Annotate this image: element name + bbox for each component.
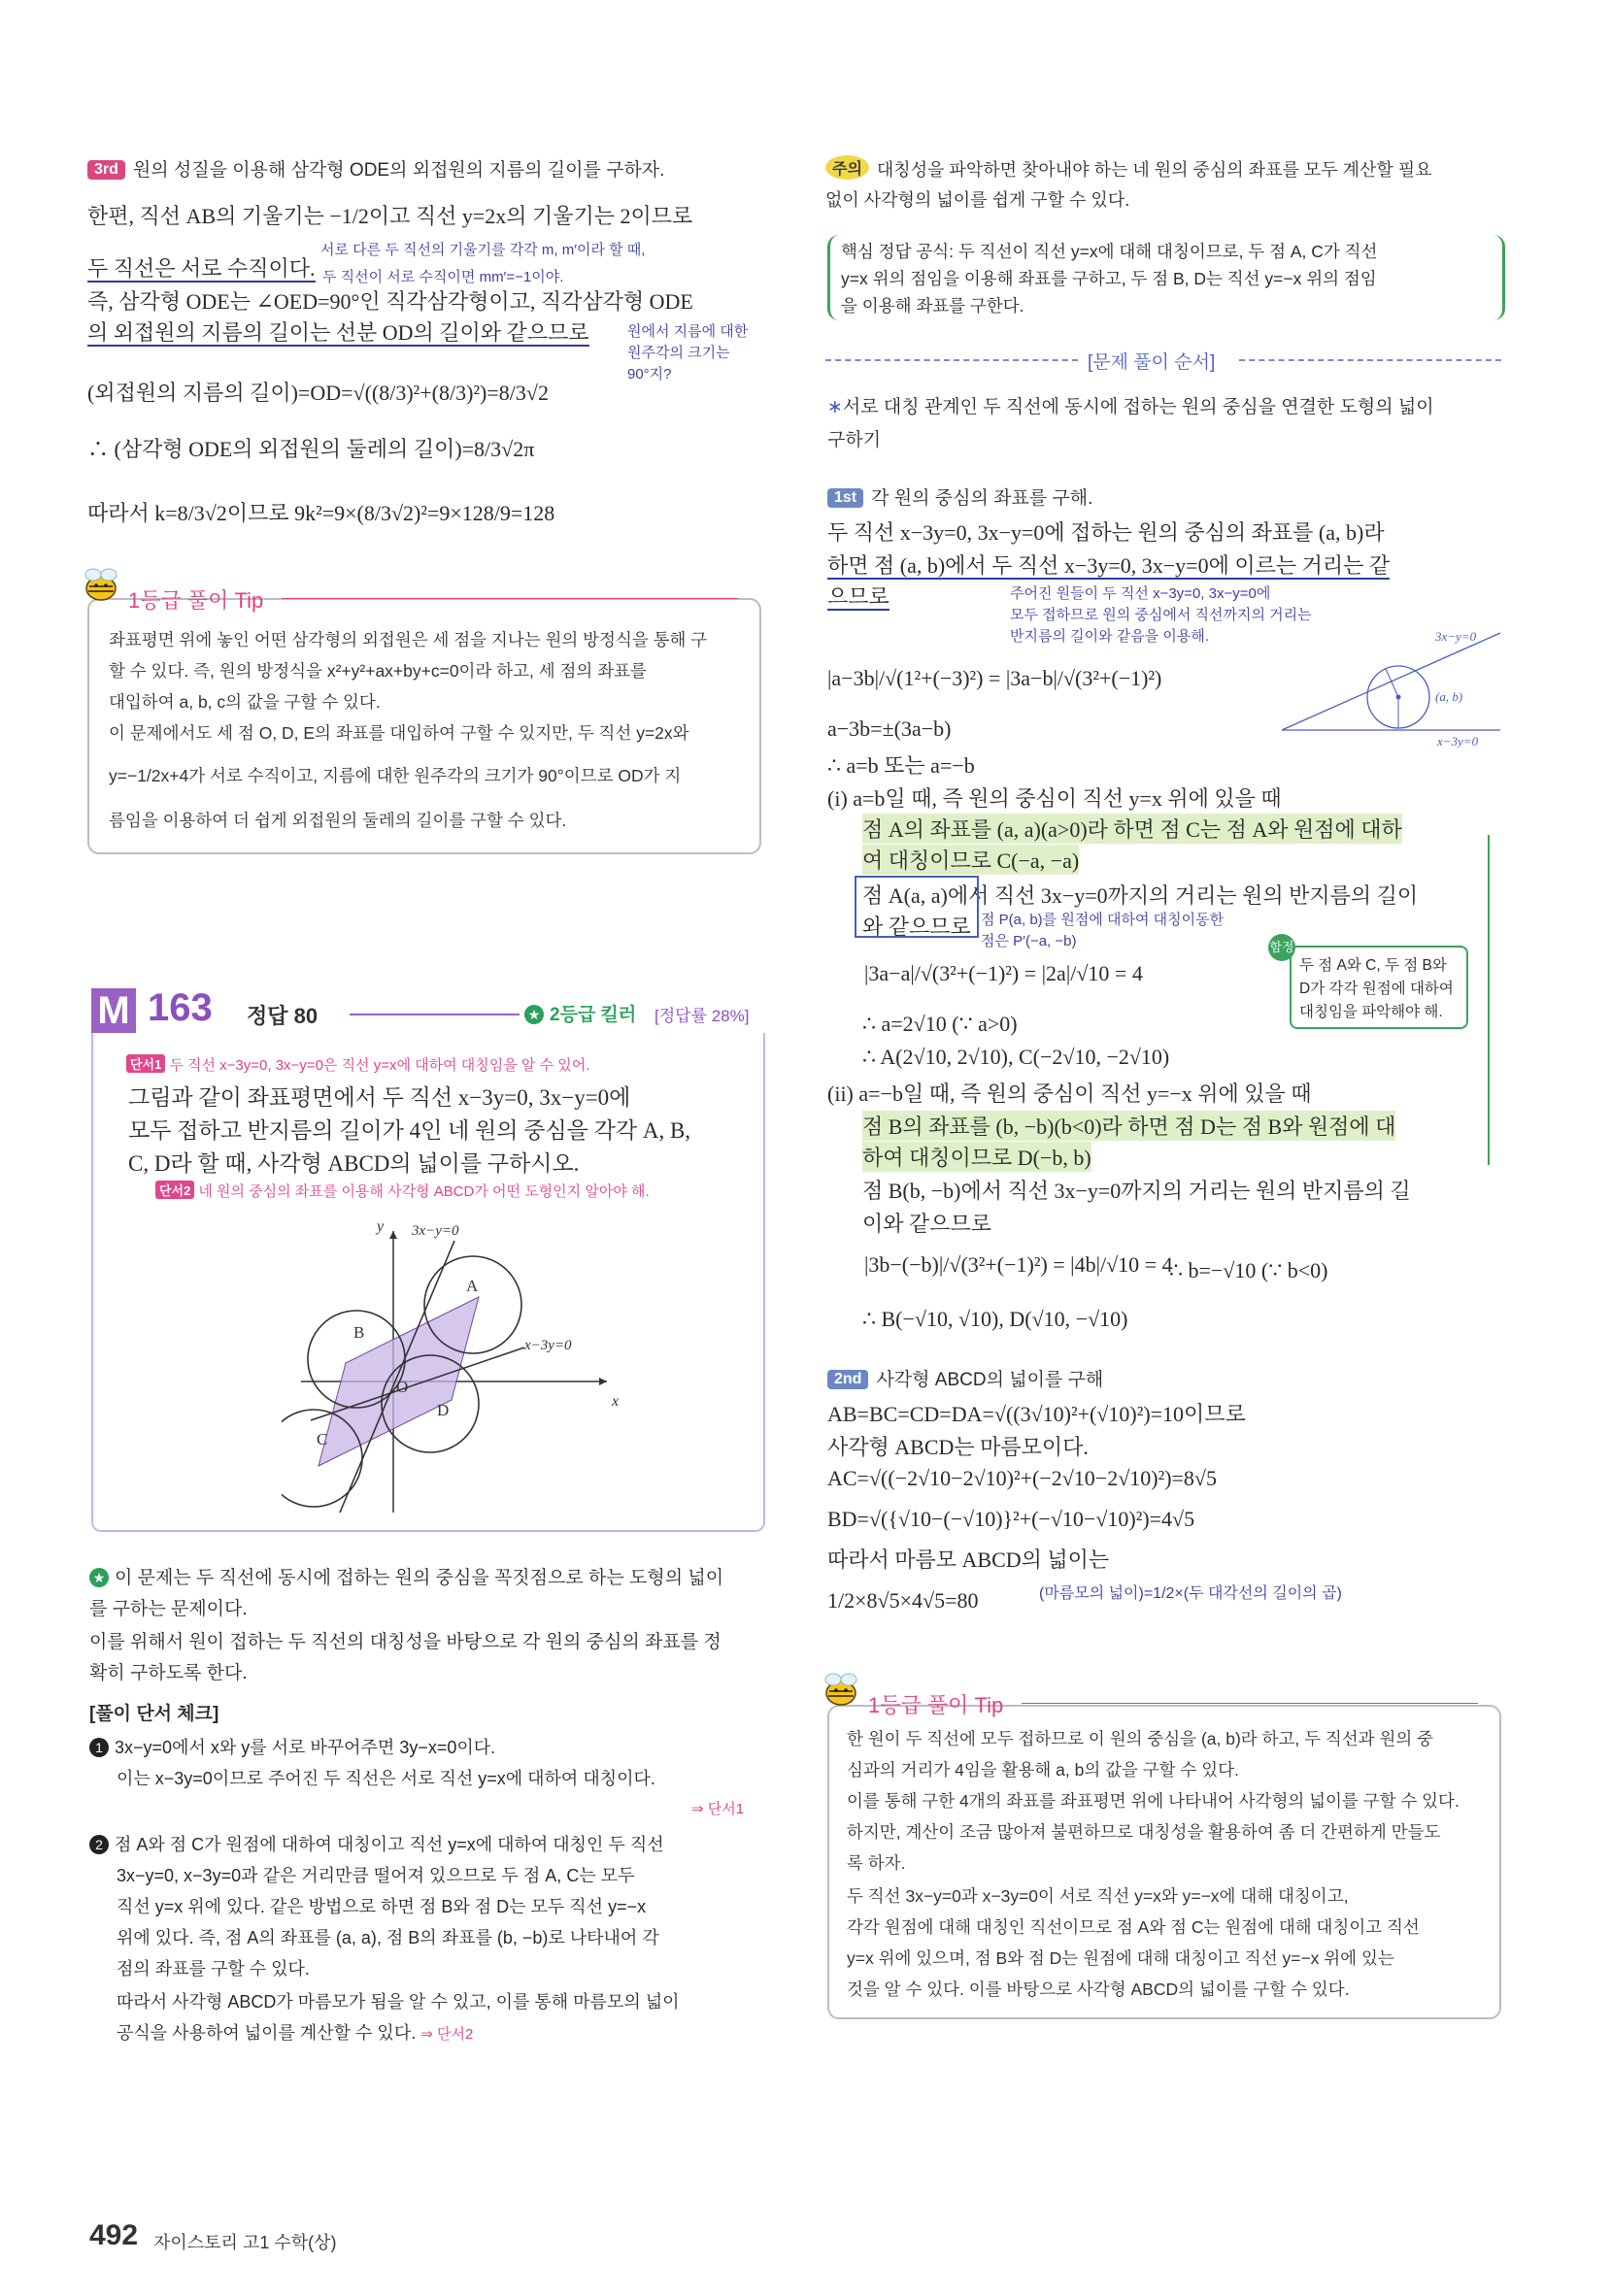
tip-line: 각각 원점에 대해 대칭인 직선이므로 점 A와 점 C는 원점에 대해 대칭이고 직선 — [847, 1917, 1420, 1937]
figure-point-d: D — [437, 1401, 450, 1419]
bee-icon — [822, 1672, 860, 1707]
explain-line: 이를 위해서 원이 접하는 두 직선의 대칭성을 바탕으로 각 원의 중심의 좌표를 정 — [89, 1632, 722, 1652]
step2-heading: 2nd 사각형 ABCD의 넓이를 구해 — [827, 1365, 1103, 1391]
tip-title: 1등급 풀이 Tip — [128, 588, 264, 613]
header-rule — [350, 1014, 520, 1015]
problem-line: C, D라 할 때, 사각형 ABCD의 넓이를 구하시오. — [128, 1151, 580, 1176]
check-line: 위에 있다. 즉, 점 A의 좌표를 (a, a), 점 B의 좌표를 (b, −b)로 나타내어 각 — [117, 1928, 659, 1947]
step1-heading: 1st 각 원의 중심의 좌표를 구해. — [827, 483, 1092, 510]
solution-line: 의 외접원의 지름의 길이는 선분 OD의 길이와 같으므로 — [87, 320, 589, 345]
problem-line: 모두 접하고 반지름의 길이가 4인 네 원의 중심을 각각 A, B, — [128, 1118, 691, 1143]
order-title: [문제 풀이 순서] — [1088, 352, 1216, 373]
order-line: ∗서로 대칭 관계인 두 직선에 동시에 접하는 원의 중심을 연결한 도형의 넓이 — [827, 397, 1434, 417]
explain-line: 를 구하는 문제이다. — [89, 1599, 248, 1619]
case-line: 점 B(b, −b)에서 직선 3x−y=0까지의 거리는 원의 반지름의 길 — [862, 1179, 1411, 1203]
star-icon: ★ — [524, 1005, 544, 1024]
case-line: 점 A의 좌표를 (a, a)(a>0)라 하면 점 C는 점 A와 원점에 대하 — [862, 814, 1402, 844]
check-line: 2 점 A와 점 C가 원점에 대하여 대칭이고 직선 y=x에 대하여 대칭인 두 직선 — [89, 1831, 664, 1856]
trap-line: 대칭임을 파악해야 해. — [1299, 1004, 1443, 1020]
side-note: (마름모의 넓이)=1/2×(두 대각선의 길이의 곱) — [1039, 1585, 1342, 1602]
caution-tag: 주의 — [825, 155, 869, 180]
side-note: 90°지? — [627, 366, 672, 383]
check-ref: ⇒ 단서1 — [691, 1801, 745, 1817]
trap-line: 두 점 A와 C, 두 점 B와 — [1299, 957, 1447, 974]
equation: ∴ a=2√10 (∵ a>0) — [862, 1012, 1018, 1036]
equation: ∴ a=b 또는 a=−b — [827, 753, 975, 778]
case-line: 와 같으므로 — [862, 915, 971, 939]
tip-line: 한 원이 두 직선에 모두 접하므로 이 원의 중심을 (a, b)라 하고, 두 직선과 원의 중 — [847, 1729, 1434, 1748]
caution: 없이 사각형의 넓이를 쉽게 구할 수 있다. — [825, 190, 1130, 210]
solution-line: 한편, 직선 AB의 기울기는 −1/2이고 직선 y=2x의 기울기는 2이므로 — [87, 204, 693, 228]
caution: 주의 대칭성을 파악하면 찾아내야 하는 네 원의 중심의 좌표를 모두 계산할 필요 — [825, 155, 1432, 182]
trap-tag: 함정 — [1268, 934, 1295, 961]
check-line: 따라서 사각형 ABCD가 마름모가 됨을 알 수 있고, 이를 통해 마름모의 넓이 — [117, 1992, 680, 2012]
case-line: 이와 같으므로 — [862, 1212, 992, 1236]
tip-box — [827, 1705, 1501, 2019]
solution-line: ∴ (삼각형 ODE의 외접원의 둘레의 길이)=8/3√2π — [87, 437, 535, 461]
tip-line: 할 수 있다. 즉, 원의 방정식을 x²+y²+ax+by+c=0이라 하고, 세 점의 좌표를 — [109, 661, 647, 681]
problem-line: 그림과 같이 좌표평면에서 두 직선 x−3y=0, 3x−y=0에 — [128, 1085, 631, 1110]
svg-text:x−3y=0: x−3y=0 — [1437, 734, 1479, 748]
tip-line: 좌표평면 위에 놓인 어떤 삼각형의 외접원은 세 점을 지나는 원의 방정식을 통해 구 — [109, 630, 708, 649]
core-line: 핵심 정답 공식: 두 직선이 직선 y=x에 대해 대칭이므로, 두 점 A, C가 직선 — [841, 242, 1378, 261]
core-line: 을 이용해 좌표를 구한다. — [841, 296, 1024, 316]
tip-line: 록 하자. — [847, 1853, 906, 1873]
problem-number: 163 — [148, 986, 213, 1029]
tip-line: y=x 위에 있으며, 점 B와 점 D는 원점에 대해 대칭이고 직선 y=−x 위에 있는 — [847, 1948, 1394, 1968]
side-note: 원주각의 크기는 — [627, 345, 730, 361]
solution-line: BD=√({√10−(−√10)}²+(−√10−√10)²)=4√5 — [827, 1507, 1195, 1531]
case-line: 하여 대칭이므로 D(−b, b) — [862, 1142, 1091, 1172]
order-line: 구하기 — [827, 430, 882, 450]
order-rule-left — [825, 359, 1078, 361]
solution-line: 따라서 k=8/3√2이므로 9k²=9×(8/3√2)²=9×128/9=128 — [87, 501, 555, 525]
star-icon: ★ — [89, 1568, 109, 1587]
problem-figure — [282, 1212, 631, 1522]
side-note: 주어진 원들이 두 직선 x−3y=0, 3x−y=0에 — [1010, 585, 1271, 602]
figure-point-a: A — [466, 1277, 479, 1295]
solution-line: 두 직선 x−3y=0, 3x−y=0에 접하는 원의 중심의 좌표를 (a, b)라 — [827, 520, 1385, 545]
solution-line: 즉, 삼각형 ODE는 ∠OED=90°인 직각삼각형이고, 직각삼각형 ODE — [87, 289, 693, 314]
figure-origin-label: O — [396, 1378, 409, 1396]
tip-line: 름임을 이용하여 더 쉽게 외접원의 둘레의 길이를 구할 수 있다. — [109, 811, 567, 830]
tip-line: 하지만, 계산이 조금 많아져 불편하므로 대칭성을 활용하여 좀 더 간편하게 만들도 — [847, 1822, 1441, 1842]
level-label: ★ 2등급 킬러 — [524, 1000, 636, 1026]
tip-title-rule — [282, 598, 738, 599]
tip-line: 대입하여 a, b, c의 값을 구할 수 있다. — [109, 692, 381, 712]
trap-connector — [1466, 835, 1490, 1165]
figure-point-c: C — [317, 1430, 328, 1448]
tip-line: 이 문제에서도 세 점 O, D, E의 좌표를 대입하여 구할 수 있지만, 두 직선 y=2x와 — [109, 723, 689, 743]
equation: ∴ A(2√10, 2√10), C(−2√10, −2√10) — [862, 1045, 1170, 1069]
page-number: 492 — [89, 2219, 139, 2251]
check-title: [풀이 단서 체크] — [89, 1704, 219, 1724]
solution-line: AC=√((−2√10−2√10)²+(−2√10−2√10)²)=8√5 — [827, 1466, 1218, 1490]
bee-icon — [82, 567, 120, 602]
answer-label: 정답 80 — [247, 1004, 319, 1028]
solution-line: 사각형 ABCD는 마름모이다. — [827, 1435, 1089, 1459]
solution-line: 하면 점 (a, b)에서 두 직선 x−3y=0, 3x−y=0에 이르는 거리는 같 — [827, 553, 1391, 578]
check-line: 직선 y=x 위에 있다. 같은 방법으로 하면 점 B와 점 D는 모두 직선 y=−x — [117, 1897, 647, 1916]
tip-line: 두 직선 3x−y=0과 x−3y=0이 서로 직선 y=x와 y=−x에 대해 대칭이고, — [847, 1886, 1349, 1906]
check-line: 1 3x−y=0에서 x와 y를 서로 바꾸어주면 3y−x=0이다. — [89, 1734, 495, 1759]
figure-y-label: y — [377, 1218, 385, 1235]
solution-line: 으므로 — [827, 584, 889, 609]
case-line: 점 B의 좌표를 (b, −b)(b<0)라 하면 점 D는 점 B와 원점에 대 — [862, 1111, 1395, 1141]
trap-line: D가 각각 원점에 대하여 — [1299, 981, 1454, 997]
tip-title-rule — [1022, 1703, 1478, 1704]
svg-text:(a, b): (a, b) — [1435, 689, 1463, 704]
figure-x-label: x — [612, 1393, 620, 1410]
tip-line: 이를 통해 구한 4개의 좌표를 좌표평면 위에 나타내어 사각형의 넓이를 구할 수 있다. — [847, 1791, 1460, 1811]
case-line: (ii) a=−b일 때, 즉 원의 중심이 직선 y=−x 위에 있을 때 — [827, 1081, 1312, 1106]
equation: |3b−(−b)|/√(3²+(−1)²) = |4b|/√10 = 4 — [864, 1252, 1173, 1277]
check-line: 점의 좌표를 구할 수 있다. — [117, 1959, 310, 1979]
side-note: 두 직선이 서로 수직이면 mm′=−1이야. — [322, 269, 564, 285]
rate-label: [정답률 28%] — [654, 1007, 750, 1025]
equation: a−3b=±(3a−b) — [827, 716, 952, 741]
solution-line: (외접원의 지름의 길이)=OD=√((8/3)²+(8/3)²)=8/3√2 — [87, 381, 549, 405]
tip-line: 것을 알 수 있다. 이를 바탕으로 사각형 ABCD의 넓이를 구할 수 있다. — [847, 1980, 1350, 1999]
side-note: 원에서 지름에 대한 — [627, 323, 749, 340]
tip-title: 1등급 풀이 Tip — [868, 1693, 1004, 1717]
hint-2: 단서2 네 원의 중심의 좌표를 이용해 사각형 ABCD가 어떤 도형인지 알아야 해. — [155, 1181, 650, 1201]
figure-line1-label: 3x−y=0 — [412, 1223, 459, 1239]
explain-line: 확히 구하도록 한다. — [89, 1663, 248, 1683]
side-note: 점 P(a, b)를 원점에 대하여 대칭이동한 — [981, 912, 1225, 928]
case-line: 점 A(a, a)에서 직선 3x−y=0까지의 거리는 원의 반지름의 길이 — [862, 883, 1419, 908]
note-box — [855, 876, 979, 938]
solution-line: 따라서 마름모 ABCD의 넓이는 — [827, 1547, 1110, 1572]
figure-line2-label: x−3y=0 — [524, 1338, 572, 1353]
tip-line: y=−1/2x+4가 서로 수직이고, 지름에 대한 원주각의 크기가 90°이므로 OD가 지 — [109, 766, 682, 785]
equation: |3a−a|/√(3²+(−1)²) = |2a|/√10 = 4 — [864, 961, 1143, 985]
step3-tag: 3rd — [87, 160, 125, 180]
equation: ∴ B(−√10, √10), D(√10, −√10) — [862, 1307, 1128, 1331]
case-line: (i) a=b일 때, 즉 원의 중심이 직선 y=x 위에 있을 때 — [827, 786, 1282, 811]
side-note: 반지름의 길이와 같음을 이용해. — [1010, 628, 1210, 645]
figure-point-b: B — [353, 1323, 365, 1342]
step3-heading: 3rd 원의 성질을 이용해 삼각형 ODE의 외접원의 지름의 길이를 구하자. — [87, 155, 664, 182]
solution-line: 1/2×8√5×4√5=80 — [827, 1588, 979, 1613]
svg-text:3x−y=0: 3x−y=0 — [1435, 629, 1477, 644]
side-note: 모두 접하므로 원의 중심에서 직선까지의 거리는 — [1010, 607, 1312, 623]
equation: |a−3b|/√(1²+(−3)²) = |3a−b|/√(3²+(−1)²) — [827, 666, 1162, 690]
check-line: 3x−y=0, x−3y=0과 같은 거리만큼 떨어져 있으므로 두 점 A, C는 모두 — [117, 1866, 635, 1885]
order-rule-right — [1239, 359, 1501, 361]
check-line: 공식을 사용하여 넓이를 계산할 수 있다. ⇒ 단서2 — [117, 2023, 474, 2043]
side-note: 점은 P′(−a, −b) — [981, 933, 1077, 949]
tip-line: 심과의 거리가 4임을 활용해 a, b의 값을 구할 수 있다. — [847, 1760, 1239, 1780]
book-title: 자이스토리 고1 수학(상) — [153, 2233, 337, 2252]
equation: ∴ b=−√10 (∵ b<0) — [1169, 1258, 1328, 1282]
m-badge: M — [91, 988, 136, 1033]
mini-figure — [1262, 621, 1515, 748]
hint-1: 단서1 두 직선 x−3y=0, 3x−y=0은 직선 y=x에 대하여 대칭임을 알 수 있어. — [126, 1054, 589, 1075]
explain-line: ★ 이 문제는 두 직선에 동시에 접하는 원의 중심을 꼭짓점으로 하는 도형의 넓이 — [89, 1563, 723, 1589]
core-line: y=x 위의 점임을 이용해 좌표를 구하고, 두 점 B, D는 직선 y=−x 위의 점임 — [841, 269, 1377, 288]
check-line: 이는 x−3y=0이므로 주어진 두 직선은 서로 직선 y=x에 대하여 대칭이다. — [117, 1769, 655, 1788]
side-note: 서로 다른 두 직선의 기울기를 각각 m, m′이라 할 때, — [320, 242, 646, 258]
case-line: 여 대칭이므로 C(−a, −a) — [862, 845, 1079, 875]
solution-line: AB=BC=CD=DA=√((3√10)²+(√10)²)=10이므로 — [827, 1402, 1246, 1426]
solution-line: 두 직선은 서로 수직이다. — [87, 256, 316, 281]
